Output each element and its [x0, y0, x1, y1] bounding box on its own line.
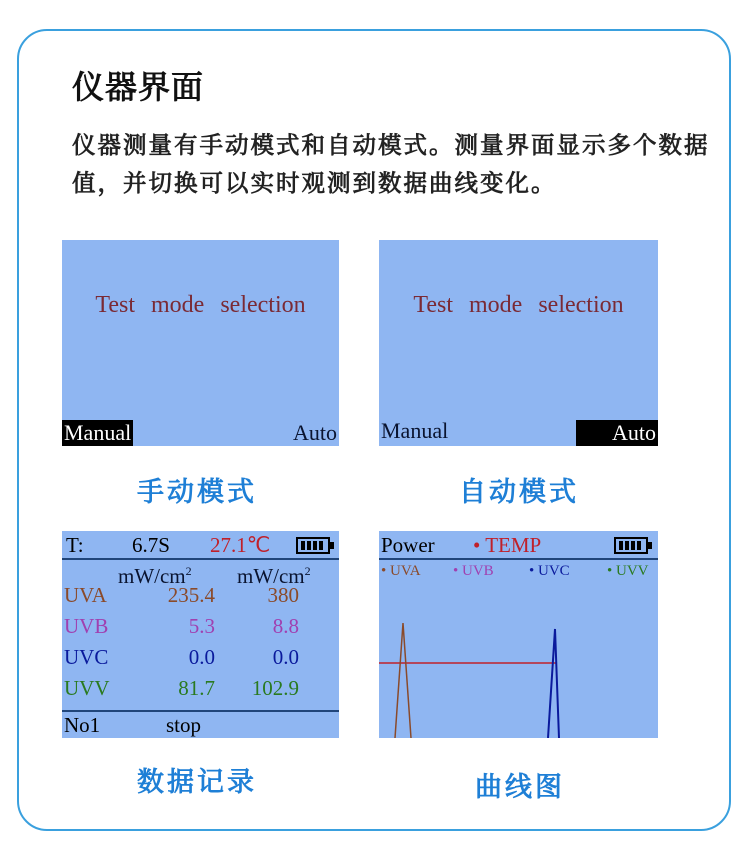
- auto-mode-screen: [379, 240, 658, 446]
- data-record-screen: [62, 531, 339, 738]
- manual-option[interactable]: Manual: [64, 420, 132, 445]
- uva-curve: [395, 623, 411, 738]
- page-title: 仪器界面: [72, 68, 205, 106]
- power-value: 81.7: [178, 676, 215, 700]
- legend-item: • UVB: [453, 563, 494, 579]
- curve-plot: [379, 531, 658, 738]
- units-row: [62, 559, 339, 588]
- energy-value: 102.9: [251, 676, 299, 700]
- battery-icon: [296, 537, 330, 554]
- energy-value: 0.0: [272, 645, 299, 669]
- channel-label: UVC: [64, 645, 109, 669]
- energy-value: 8.8: [272, 614, 299, 638]
- data-row: [62, 643, 339, 671]
- auto-option[interactable]: Auto: [293, 420, 337, 445]
- power-value: 5.3: [188, 614, 215, 638]
- auto-mode-caption: 自动模式: [459, 477, 579, 508]
- record-number: No1: [64, 713, 101, 737]
- power-unit: $mW/cm^2$: [118, 564, 192, 588]
- page-description: 仪器测量有手动模式和自动模式。测量界面显示多个数据值，并切换可以实时观测到数据曲线变化。: [72, 131, 710, 197]
- temperature-value: 27.1℃: [210, 533, 271, 557]
- manual-option[interactable]: Manual: [381, 418, 449, 443]
- curve-screen: [379, 531, 658, 738]
- data-row: [62, 612, 339, 640]
- footer-row: [62, 711, 339, 738]
- auto-option[interactable]: Auto: [576, 420, 658, 446]
- curve-caption: 曲线图: [475, 772, 565, 803]
- mode-selection-text: Test mode selection: [413, 292, 624, 318]
- manual-mode-screen: [62, 240, 339, 446]
- mode-selection-text: Test mode selection: [95, 292, 306, 318]
- data-row: [62, 581, 339, 609]
- energy-unit: $mW/cm^2$: [237, 564, 311, 588]
- legend-item: • UVC: [529, 563, 570, 579]
- legend-item: • UVA: [381, 563, 421, 579]
- energy-value: 380: [267, 583, 299, 607]
- temp-tab[interactable]: • TEMP: [473, 533, 542, 557]
- data-record-caption: 数据记录: [137, 767, 257, 798]
- legend-item: • UVV: [607, 563, 649, 579]
- uvc-curve: [548, 629, 559, 738]
- channel-label: UVA: [64, 583, 107, 607]
- status-row: [62, 531, 339, 559]
- power-value: 235.4: [167, 583, 215, 607]
- manual-mode-caption: 手动模式: [137, 477, 257, 508]
- time-value: 6.7S: [132, 533, 170, 557]
- time-label: T:: [66, 533, 84, 557]
- channel-label: UVV: [64, 676, 110, 700]
- power-value: 0.0: [188, 645, 215, 669]
- record-status[interactable]: stop: [166, 713, 202, 737]
- channel-label: UVB: [64, 614, 109, 638]
- data-row: [62, 674, 339, 702]
- power-tab[interactable]: Power: [381, 533, 435, 557]
